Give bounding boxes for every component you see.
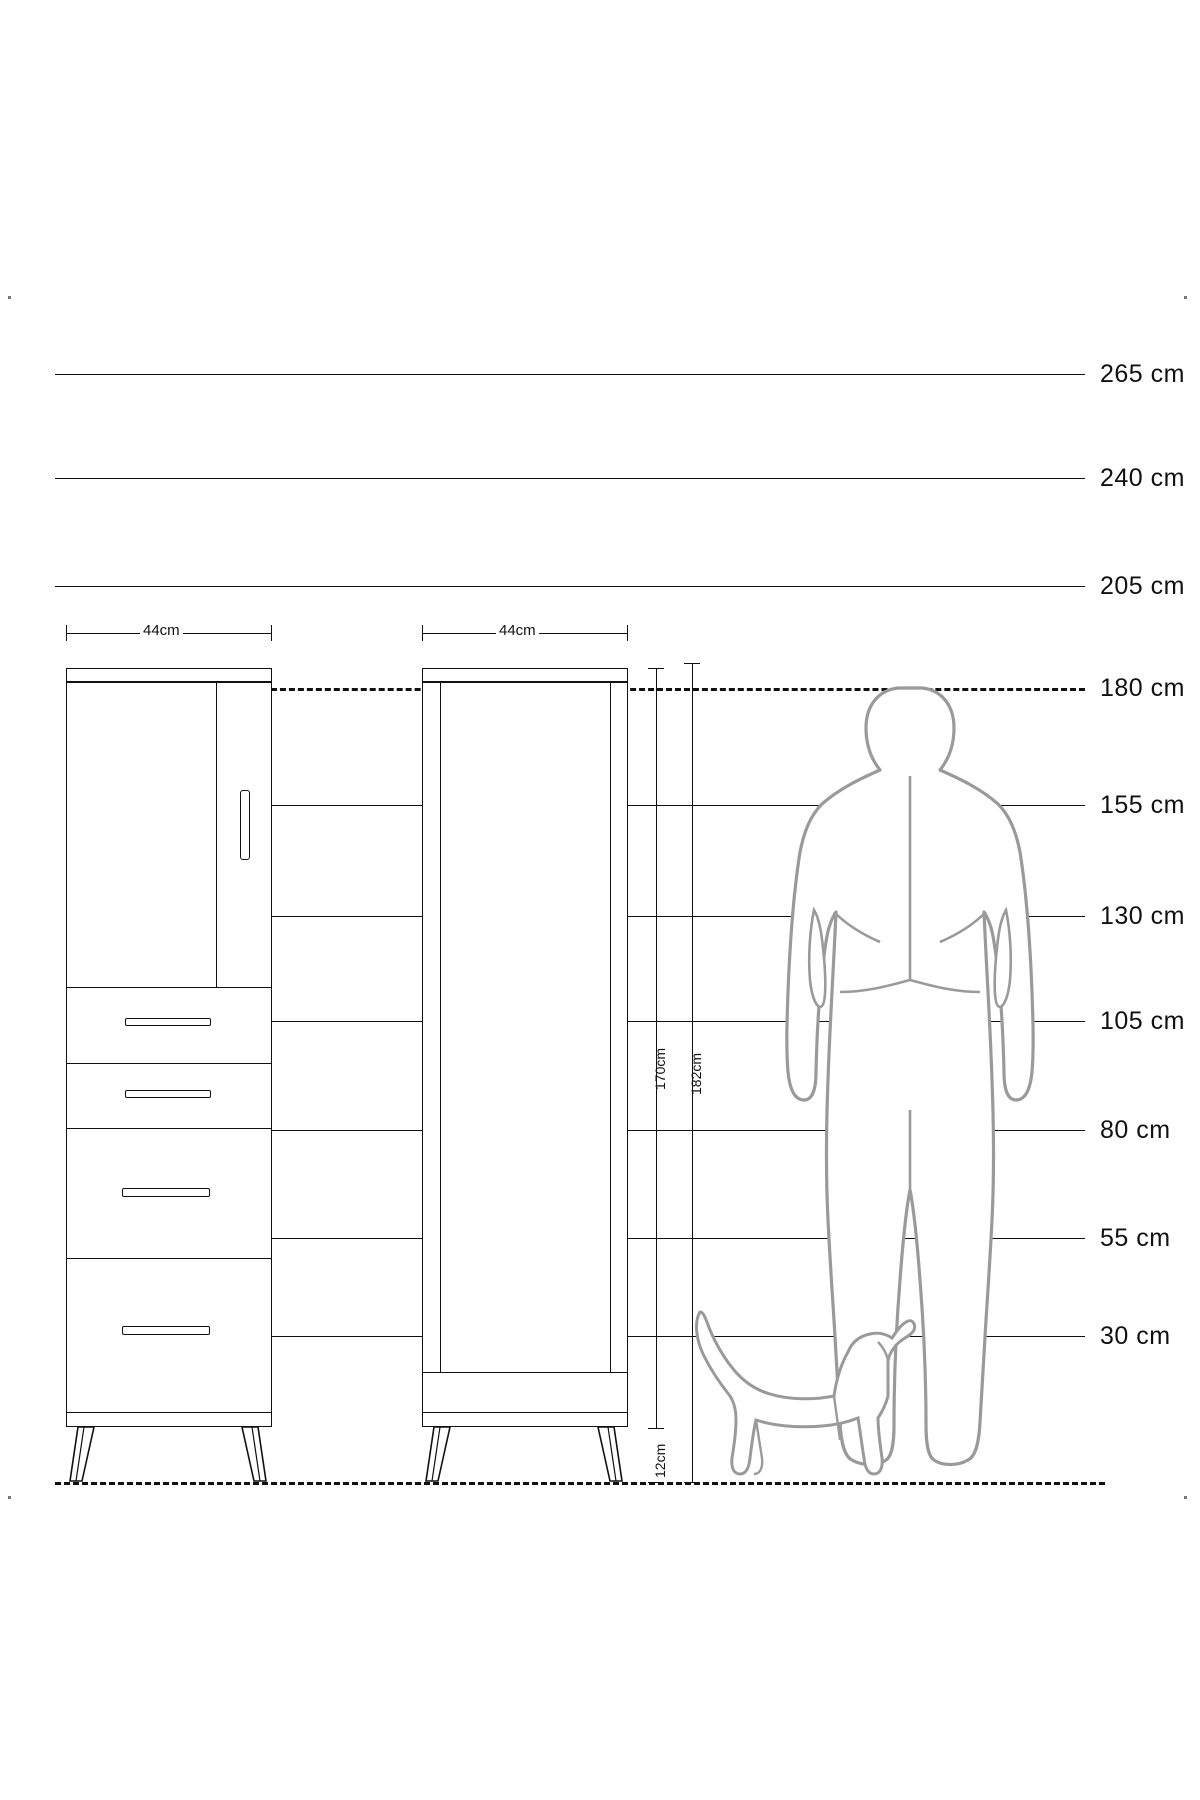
left-cabinet-top-panel [66,668,272,682]
vertical-dim-cap-170-top [648,668,664,669]
left-cabinet-divider-5 [66,1412,272,1413]
vertical-dim-label-170: 170cm [652,1047,668,1090]
vertical-dim-cap-170-bottom [648,1428,664,1429]
left-cabinet-divider-3 [66,1128,272,1129]
left-cabinet-drawer-handle-1[interactable] [125,1018,211,1026]
right-cabinet-door-right-edge [610,682,611,1372]
scale-label-30: 30 cm [1100,1322,1171,1350]
scale-label-130: 130 cm [1100,902,1185,930]
corner-marker [8,1496,11,1499]
scale-label-240: 240 cm [1100,464,1185,492]
scale-label-155: 155 cm [1100,791,1185,819]
right-cabinet-divider-1 [422,1372,628,1373]
width-dim-cap-left-start [66,625,67,641]
right-cabinet-top-panel [422,668,628,682]
vertical-dim-cap-12-bottom [648,1482,664,1483]
left-cabinet-drawer-handle-4[interactable] [122,1326,210,1335]
width-dim-cap-right-start [422,625,423,641]
scale-label-265: 265 cm [1100,360,1185,388]
corner-marker [1184,296,1187,299]
scale-line-205 [55,586,1085,587]
left-cabinet-legs [60,1425,280,1485]
width-dim-cap-right-end [627,625,628,641]
cat-silhouette [690,1300,940,1490]
scale-label-105: 105 cm [1100,1007,1185,1035]
vertical-dim-label-182: 182cm [688,1052,704,1095]
corner-marker [1184,1496,1187,1499]
width-dim-cap-left-end [271,625,272,641]
scale-label-80: 80 cm [1100,1116,1171,1144]
scale-line-240 [55,478,1085,479]
left-cabinet-divider-2 [66,1063,272,1064]
width-dim-label-right: 44cm [496,622,539,639]
scale-line-265 [55,374,1085,375]
left-cabinet-drawer-handle-3[interactable] [122,1188,210,1197]
scale-label-205: 205 cm [1100,572,1185,600]
left-cabinet-divider-1 [66,987,272,988]
scale-label-55: 55 cm [1100,1224,1171,1252]
right-cabinet-body [422,682,628,1427]
right-cabinet-divider-2 [422,1412,628,1413]
vertical-dim-label-12: 12cm [652,1443,668,1478]
left-cabinet-door-edge [216,682,217,987]
corner-marker [8,296,11,299]
right-cabinet-door-left-edge [440,682,441,1372]
vertical-dim-cap-182-top [684,663,700,664]
right-cabinet-legs [416,1425,636,1485]
width-dim-label-left: 44cm [140,622,183,639]
left-cabinet-divider-4 [66,1258,272,1259]
left-cabinet-drawer-handle-2[interactable] [125,1090,211,1098]
scale-label-180: 180 cm [1100,674,1185,702]
left-cabinet-door-handle[interactable] [240,790,250,860]
